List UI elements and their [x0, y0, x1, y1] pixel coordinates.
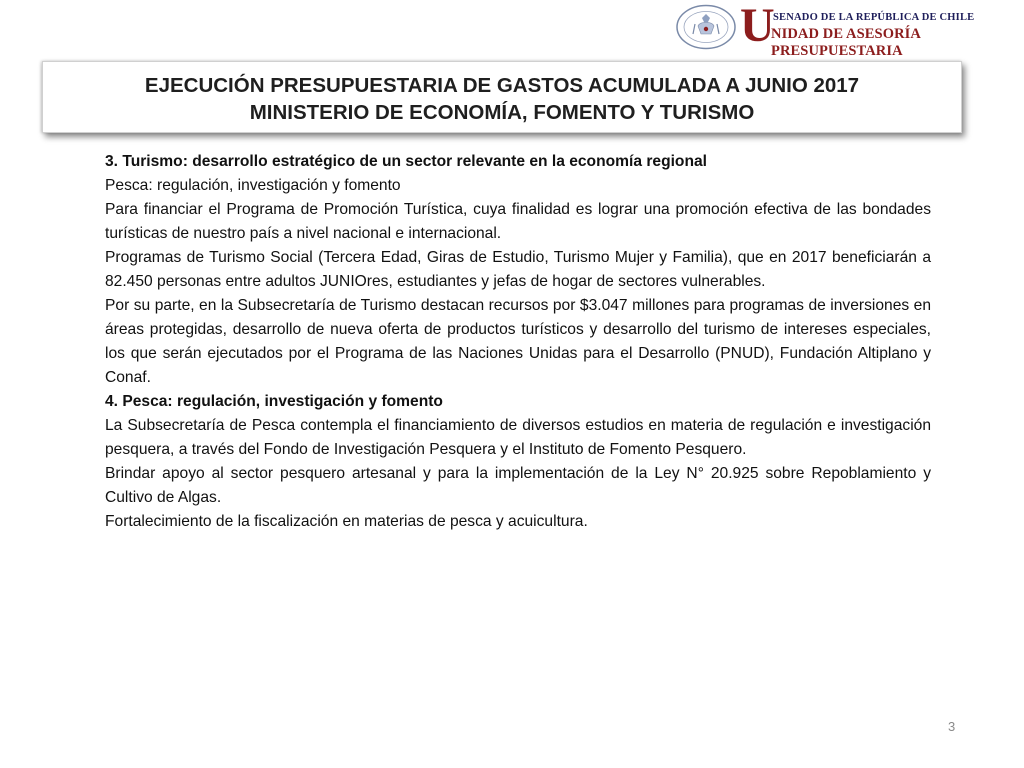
page-title-line-1: EJECUCIÓN PRESUPUESTARIA DE GASTOS ACUMULADA A JUNIO 2017 [144, 74, 860, 97]
paragraph: Por su parte, en la Subsecretaría de Turismo destacan recursos por $3.047 millones para programas de inversiones en áreas protegidas, desarrollo de nueva oferta de productos turísticos y desarrollo del turismo de intereses especiales, los que serán ejecutados por el Programa de las Naciones Unidas para el Desarrollo (PNUD), Fundación Altiplano y Conaf. [105, 297, 931, 386]
page-number: 3 [948, 719, 956, 734]
paragraph: La Subsecretaría de Pesca contempla el financiamiento de diversos estudios en materia de regulación e investigación pesquera, a través del Fondo de Investigación Pesquera y el Instituto de Fomento Pesquero. [105, 417, 931, 458]
paragraph: Fortalecimiento de la fiscalización en materias de pesca y acuicultura. [105, 513, 588, 530]
title-box [42, 61, 962, 133]
paragraph: Programas de Turismo Social (Tercera Edad, Giras de Estudio, Turismo Mujer y Familia), que en 2017 beneficiarán a 82.450 personas entre adultos JUNIOres, estudiantes y jefas de hogar de sectores vulnerables. [105, 249, 931, 290]
unidad-label: NIDAD DE ASESORÍA PRESUPUESTARIA [771, 26, 921, 59]
senado-label: SENADO DE LA REPÚBLICA DE CHILE [773, 12, 975, 23]
paragraph: Pesca: regulación, investigación y fomento [105, 177, 401, 194]
section-heading-pesca: 4. Pesca: regulación, investigación y fomento [105, 393, 443, 410]
section-heading-turismo: 3. Turismo: desarrollo estratégico de un sector relevante en la economía regional [105, 153, 707, 170]
paragraph: Brindar apoyo al sector pesquero artesanal y para la implementación de la Ley N° 20.925 sobre Repoblamiento y Cultivo de Algas. [105, 465, 931, 506]
paragraph: Para financiar el Programa de Promoción Turística, cuya finalidad es lograr una promoción efectiva de las bondades turísticas de nuestro país a nivel nacional e internacional. [105, 201, 931, 242]
brand-initial: U [740, 0, 775, 52]
page-title-line-2: MINISTERIO DE ECONOMÍA, FOMENTO Y TURISMO [249, 101, 755, 124]
body-content [105, 150, 931, 534]
senado-seal-icon [675, 4, 737, 50]
